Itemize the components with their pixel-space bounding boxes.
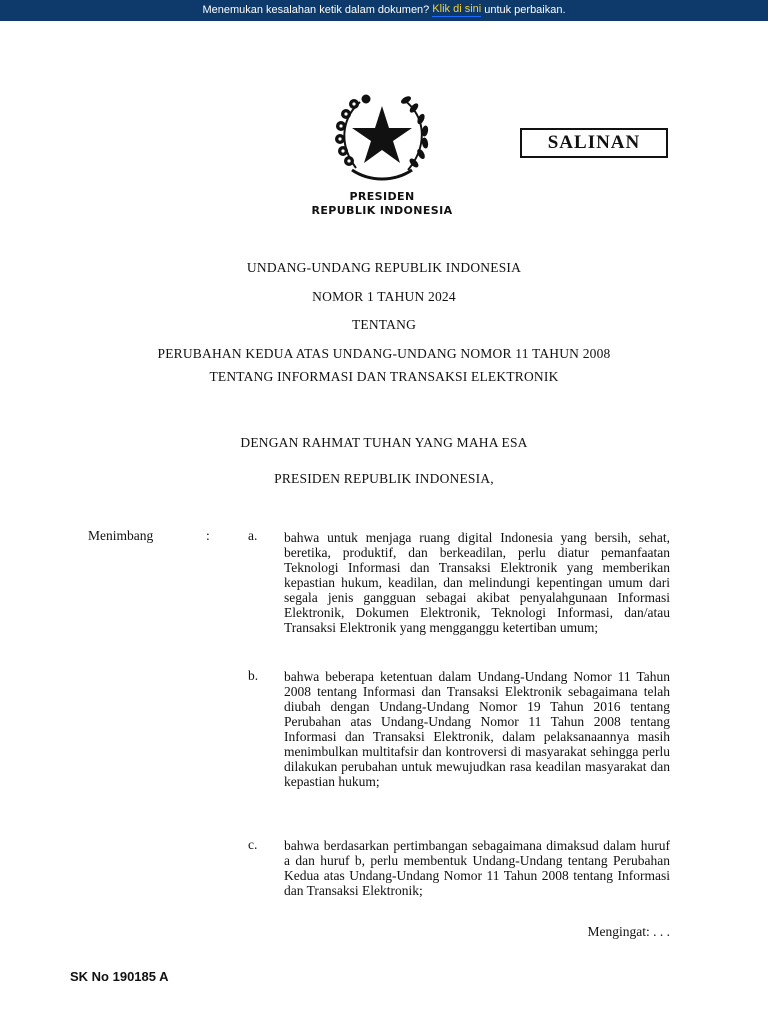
consideration-text-a: bahwa untuk menjaga ruang digital Indonesia yang bersih, sehat, beretika, produktif, dan berkeadilan, perlu diatur pemanfaatan Teknologi Informasi dan Transaksi Elektronik yang memberikan kepastian hukum, keadilan, dan melindungi kepentingan umum dari segala jenis gangguan sebagai akibat penyalahgunaan Informasi Elektronik, Dokumen Elektronik, Teknologi Informasi, dan/atau Transaksi Elektronik yang mengganggu ketertiban umum; xyxy=(284,530,670,635)
enactor: PRESIDEN REPUBLIK INDONESIA, xyxy=(274,471,494,486)
office-label xyxy=(280,190,484,218)
salinan-stamp: SALINAN xyxy=(520,128,668,158)
consideration-text-b: bahwa beberapa ketentuan dalam Undang-Undang Nomor 11 Tahun 2008 tentang Informasi dan Transaksi Elektronik sebagaimana telah diubah dengan Undang-Undang Nomor 19 Tahun 2016 tentang Perubahan atas Undang-Undang Nomor 11 Tahun 2008 tentang Informasi dan Transaksi Elektronik, dalam pelaksanaannya masih menimbulkan multitafsir dan kontroversi di masyarakat sehingga perlu dilakukan perubahan untuk mewujudkan rasa keadilan masyarakat dan kepastian hukum; xyxy=(284,669,670,789)
report-typo-link[interactable]: Klik di sini xyxy=(432,3,482,15)
menimbang-label: Menimbang xyxy=(88,528,154,543)
presidential-emblem-icon xyxy=(330,90,434,186)
consideration-letter-a: a. xyxy=(248,528,258,543)
invocation: DENGAN RAHMAT TUHAN YANG MAHA ESA xyxy=(240,435,528,450)
notice-text: Menemukan kesalahan ketik dalam dokumen? xyxy=(202,4,430,16)
notice-suffix: untuk perbaikan. xyxy=(484,4,566,16)
document-title: UNDANG-UNDANG REPUBLIK INDONESIA xyxy=(246,260,522,275)
office-line-1: PRESIDEN xyxy=(349,190,415,203)
consideration-letter-b: b. xyxy=(248,668,259,683)
ribbon-icon xyxy=(352,170,412,179)
consideration-text-c: bahwa berdasarkan pertimbangan sebagaimana dimaksud dalam huruf a dan huruf b, perlu membentuk Undang-Undang tentang Perubahan Kedua atas Undang-Undang Nomor 11 Tahun 2008 tentang Informasi dan Transaksi Elektronik; xyxy=(284,838,670,898)
mengingat-continuation: Mengingat: . . . xyxy=(587,924,670,939)
document-number: NOMOR 1 TAHUN 2024 xyxy=(312,289,456,304)
office-line-2: REPUBLIK INDONESIA xyxy=(311,204,453,217)
consideration-letter-c: c. xyxy=(248,837,258,852)
document-subject-line-1: PERUBAHAN KEDUA ATAS UNDANG-UNDANG NOMOR 11 TAHUN 2008 xyxy=(157,346,611,361)
typo-notice-bar xyxy=(0,0,768,21)
sk-number: SK No 190185 A xyxy=(70,969,169,984)
menimbang-colon: : xyxy=(206,528,210,543)
star-icon xyxy=(352,106,412,163)
document-subject-line-2: TENTANG INFORMASI DAN TRANSAKSI ELEKTRONIK xyxy=(209,369,559,384)
document-about: TENTANG xyxy=(351,317,417,332)
